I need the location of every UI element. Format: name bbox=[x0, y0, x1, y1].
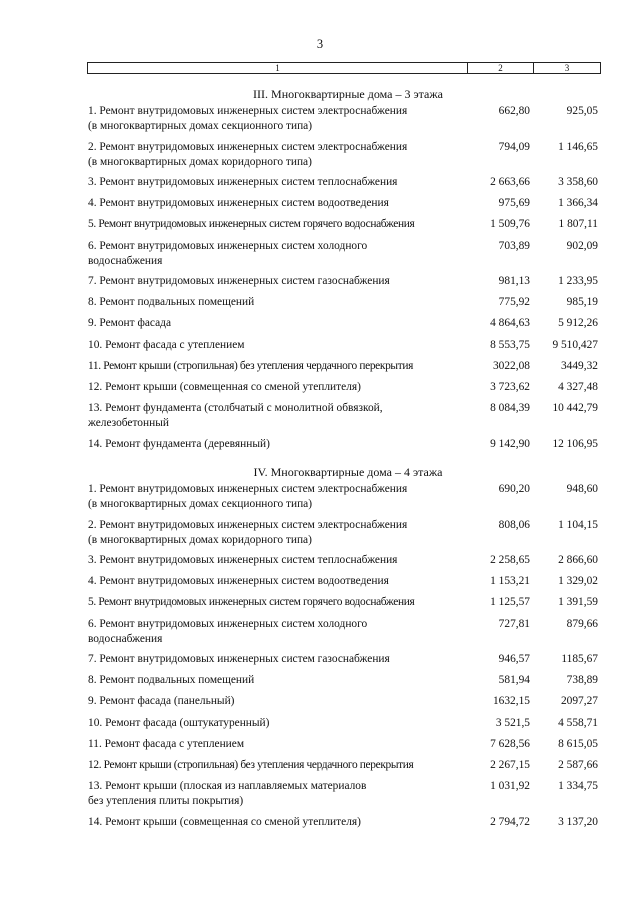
row-name: 5. Ремонт внутридомовых инженерных систем горячего водоснабжения bbox=[88, 596, 415, 609]
row-name: 8. Ремонт подвальных помещений bbox=[88, 296, 255, 309]
row-name: 5. Ремонт внутридомовых инженерных систем горячего водоснабжения bbox=[88, 218, 415, 231]
table-row bbox=[88, 518, 598, 554]
table-row bbox=[88, 316, 598, 337]
row-value-col2: 794,09 bbox=[498, 140, 530, 153]
row-name: 4. Ремонт внутридомовых инженерных систем водоотведения bbox=[88, 197, 389, 210]
row-name: 13. Ремонт крыши (плоская из наплавляемых материалов без утепления плиты покрытия) bbox=[88, 780, 367, 808]
table-row bbox=[88, 595, 598, 616]
table-row bbox=[88, 274, 598, 295]
section-title: III. Многоквартирные дома – 3 этажа bbox=[253, 87, 443, 101]
table-row bbox=[88, 716, 598, 737]
row-name: 11. Ремонт крыши (стропильная) без утепления чердачного перекрытия bbox=[88, 359, 413, 372]
row-name: 2. Ремонт внутридомовых инженерных систем электроснабжения (в многоквартирных домах коридорного типа) bbox=[88, 518, 408, 546]
row-value-col2: 1 125,57 bbox=[490, 596, 530, 609]
row-value-col3: 3 137,20 bbox=[558, 815, 598, 828]
table-row bbox=[88, 104, 598, 140]
row-name: 10. Ремонт фасада (оштукатуренный) bbox=[88, 716, 270, 729]
row-value-col2: 690,20 bbox=[498, 483, 530, 495]
column-header-2: 2 bbox=[468, 63, 534, 74]
row-value-col3: 4 558,71 bbox=[558, 716, 598, 729]
row-value-col3: 985,19 bbox=[566, 296, 598, 309]
row-name: 14. Ремонт крыши (совмещенная со сменой утеплителя) bbox=[88, 815, 361, 828]
row-value-col3: 1 334,75 bbox=[558, 780, 598, 793]
row-name: 13. Ремонт фундамента (столбчатый с монолитной обвязкой, железобетонный bbox=[88, 402, 383, 430]
row-value-col2: 2 267,15 bbox=[490, 759, 530, 771]
row-value-col2: 8 084,39 bbox=[490, 402, 530, 415]
row-value-col3: 1 366,34 bbox=[558, 197, 598, 210]
table-row bbox=[88, 239, 598, 275]
row-value-col2: 2 794,72 bbox=[490, 815, 530, 828]
row-value-col2: 3 723,62 bbox=[490, 381, 530, 393]
row-value-col3: 10 442,79 bbox=[552, 402, 598, 415]
row-name: 14. Ремонт фундамента (деревянный) bbox=[88, 437, 270, 450]
row-value-col3: 8 615,05 bbox=[558, 737, 598, 750]
table-row bbox=[88, 815, 598, 836]
section-3-floors bbox=[88, 85, 598, 458]
row-value-col2: 808,06 bbox=[498, 518, 530, 531]
row-value-col2: 1 031,92 bbox=[490, 780, 530, 793]
row-value-col3: 3449,32 bbox=[560, 359, 598, 372]
row-name: 1. Ремонт внутридомовых инженерных систем электроснабжения (в многоквартирных домах секционного типа) bbox=[88, 105, 408, 132]
row-value-col3: 1185,67 bbox=[561, 653, 598, 666]
row-value-col3: 3 358,60 bbox=[558, 176, 598, 188]
table-row bbox=[88, 401, 598, 437]
row-value-col3: 1 233,95 bbox=[558, 275, 598, 288]
row-name: 9. Ремонт фасада (панельный) bbox=[88, 695, 235, 708]
table-row bbox=[88, 437, 598, 458]
row-name: 7. Ремонт внутридомовых инженерных систем газоснабжения bbox=[88, 275, 390, 288]
row-name: 12. Ремонт крыши (совмещенная со сменой утеплителя) bbox=[88, 381, 361, 393]
column-header-3: 3 bbox=[534, 63, 601, 74]
row-value-col2: 981,13 bbox=[498, 275, 530, 288]
row-value-col2: 8 553,75 bbox=[490, 338, 530, 351]
row-value-col2: 1632,15 bbox=[492, 695, 530, 708]
table-row bbox=[88, 779, 598, 815]
section-4-floors bbox=[88, 463, 598, 836]
row-value-col2: 727,81 bbox=[498, 617, 530, 630]
row-value-col3: 925,05 bbox=[566, 105, 598, 117]
row-value-col3: 948,60 bbox=[566, 483, 598, 495]
row-value-col3: 1 104,15 bbox=[558, 518, 598, 531]
row-value-col3: 2097,27 bbox=[560, 695, 598, 708]
row-name: 12. Ремонт крыши (стропильная) без утепления чердачного перекрытия bbox=[88, 759, 414, 771]
row-value-col2: 2 663,66 bbox=[490, 176, 530, 188]
row-value-col3: 9 510,427 bbox=[552, 338, 598, 351]
row-value-col2: 3 521,5 bbox=[495, 716, 530, 729]
row-name: 1. Ремонт внутридомовых инженерных систем электроснабжения (в многоквартирных домах секционного типа) bbox=[88, 483, 408, 510]
row-name: 3. Ремонт внутридомовых инженерных систем теплоснабжения bbox=[88, 176, 398, 188]
table-row bbox=[88, 553, 598, 574]
row-value-col3: 12 106,95 bbox=[552, 437, 598, 450]
row-value-col2: 9 142,90 bbox=[490, 437, 530, 450]
table-row bbox=[88, 338, 598, 359]
row-value-col3: 902,09 bbox=[566, 239, 598, 252]
row-value-col2: 581,94 bbox=[498, 674, 530, 687]
row-value-col3: 1 146,65 bbox=[558, 140, 598, 153]
row-value-col2: 1 153,21 bbox=[490, 575, 530, 588]
table-row bbox=[88, 196, 598, 217]
table-row bbox=[88, 617, 598, 653]
row-value-col2: 703,89 bbox=[498, 239, 530, 252]
table-row bbox=[88, 673, 598, 694]
row-value-col3: 1 807,11 bbox=[558, 218, 598, 231]
table-row bbox=[88, 482, 598, 518]
row-value-col3: 738,89 bbox=[566, 674, 598, 687]
row-name: 3. Ремонт внутридомовых инженерных систем теплоснабжения bbox=[88, 554, 398, 566]
row-value-col3: 5 912,26 bbox=[558, 317, 598, 330]
row-value-col3: 2 866,60 bbox=[558, 554, 598, 566]
row-value-col3: 1 329,02 bbox=[558, 575, 598, 588]
row-value-col2: 1 509,76 bbox=[490, 218, 530, 231]
row-value-col2: 975,69 bbox=[498, 197, 530, 210]
row-name: 2. Ремонт внутридомовых инженерных систем электроснабжения (в многоквартирных домах коридорного типа) bbox=[88, 140, 408, 168]
table-row bbox=[88, 380, 598, 401]
table-row bbox=[88, 758, 598, 779]
row-name: 6. Ремонт внутридомовых инженерных систем холодного водоснабжения bbox=[88, 617, 368, 645]
table-row bbox=[88, 359, 598, 380]
table-row bbox=[88, 217, 598, 238]
row-value-col2: 2 258,65 bbox=[490, 554, 530, 566]
table-row bbox=[88, 652, 598, 673]
table-row bbox=[88, 574, 598, 595]
table-row bbox=[88, 140, 598, 176]
row-name: 4. Ремонт внутридомовых инженерных систем водоотведения bbox=[88, 575, 389, 588]
row-value-col2: 946,57 bbox=[498, 653, 530, 666]
row-value-col3: 4 327,48 bbox=[558, 381, 598, 393]
column-header-1: 1 bbox=[88, 63, 468, 74]
row-value-col3: 879,66 bbox=[566, 617, 598, 630]
row-name: 11. Ремонт фасада с утеплением bbox=[88, 737, 245, 750]
table-row bbox=[88, 737, 598, 758]
row-value-col3: 1 391,59 bbox=[558, 596, 598, 609]
section-title: IV. Многоквартирные дома – 4 этажа bbox=[253, 465, 443, 479]
row-name: 8. Ремонт подвальных помещений bbox=[88, 674, 255, 687]
row-name: 7. Ремонт внутридомовых инженерных систем газоснабжения bbox=[88, 653, 390, 666]
row-value-col2: 775,92 bbox=[498, 296, 530, 309]
row-value-col2: 3022,08 bbox=[492, 359, 530, 372]
column-header-table bbox=[87, 62, 601, 74]
row-value-col3: 2 587,66 bbox=[558, 759, 598, 771]
page-number: 3 bbox=[316, 37, 324, 51]
row-value-col2: 662,80 bbox=[498, 105, 530, 117]
row-value-col2: 7 628,56 bbox=[490, 737, 530, 750]
table-row bbox=[88, 175, 598, 196]
row-name: 6. Ремонт внутридомовых инженерных систем холодного водоснабжения bbox=[88, 239, 368, 267]
row-value-col2: 4 864,63 bbox=[490, 317, 530, 330]
row-name: 10. Ремонт фасада с утеплением bbox=[88, 338, 245, 351]
table-row bbox=[88, 694, 598, 715]
table-row bbox=[88, 295, 598, 316]
row-name: 9. Ремонт фасада bbox=[88, 317, 171, 330]
